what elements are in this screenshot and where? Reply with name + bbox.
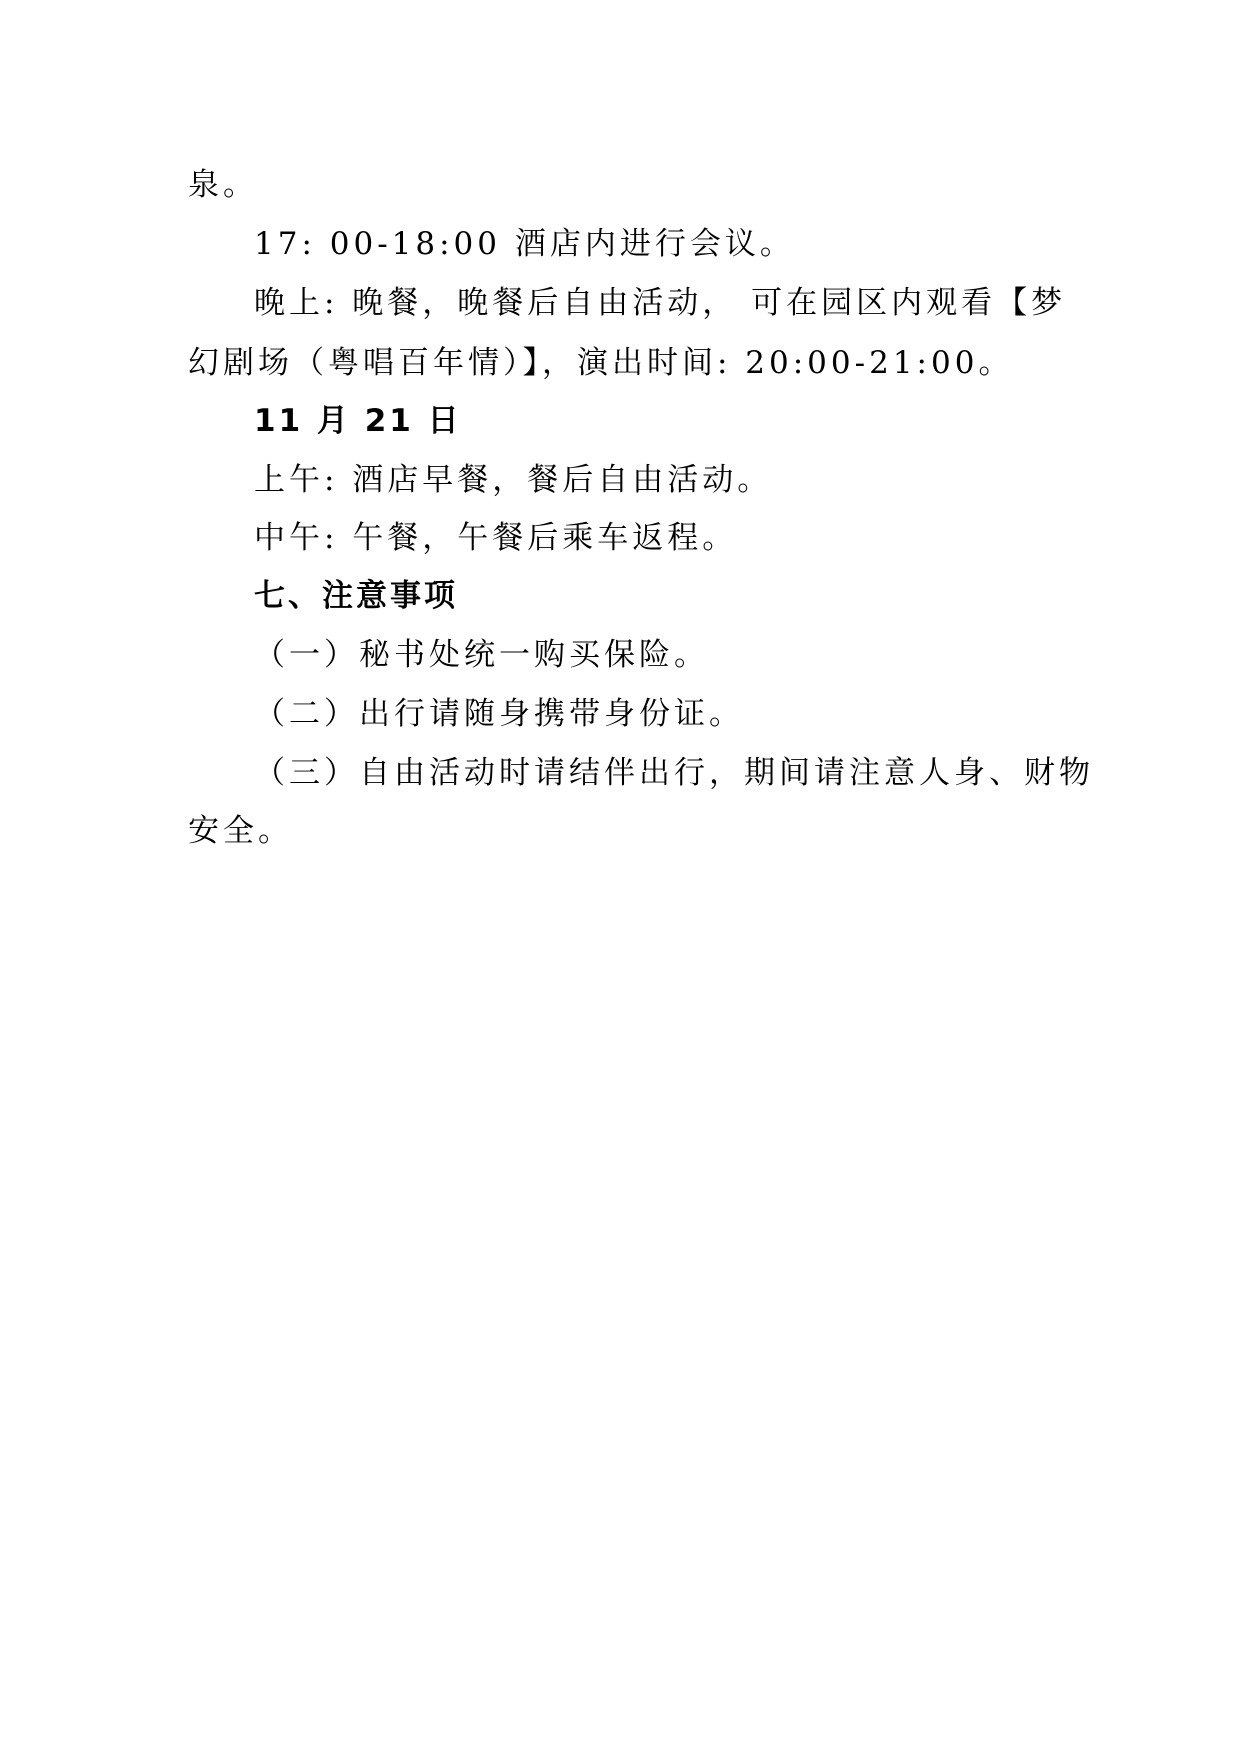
- date-heading: 11 月 21 日: [254, 403, 462, 439]
- paragraph-continuation: 泉。: [188, 167, 258, 203]
- schedule-meeting: 17: 00-18:00 酒店内进行会议。: [254, 226, 795, 262]
- note-item-1: （一）秘书处统一购买保险。: [254, 637, 709, 673]
- note-item-3: （三）自由活动时请结伴出行，期间请注意人身、财物: [254, 755, 1094, 791]
- schedule-evening-continuation: 幻剧场（粤唱百年情）】，演出时间: 20:00-21:00。: [188, 345, 1014, 381]
- note-item-2: （二）出行请随身携带身份证。: [254, 696, 744, 732]
- schedule-evening: 晚上: 晚餐，晚餐后自由活动， 可在园区内观看【梦: [254, 285, 1067, 321]
- note-item-3-continuation: 安全。: [188, 813, 293, 849]
- section-heading-notes: 七、注意事项: [254, 578, 458, 614]
- schedule-noon: 中午: 午餐，午餐后乘车返程。: [254, 520, 738, 556]
- schedule-morning: 上午: 酒店早餐，餐后自由活动。: [254, 462, 773, 498]
